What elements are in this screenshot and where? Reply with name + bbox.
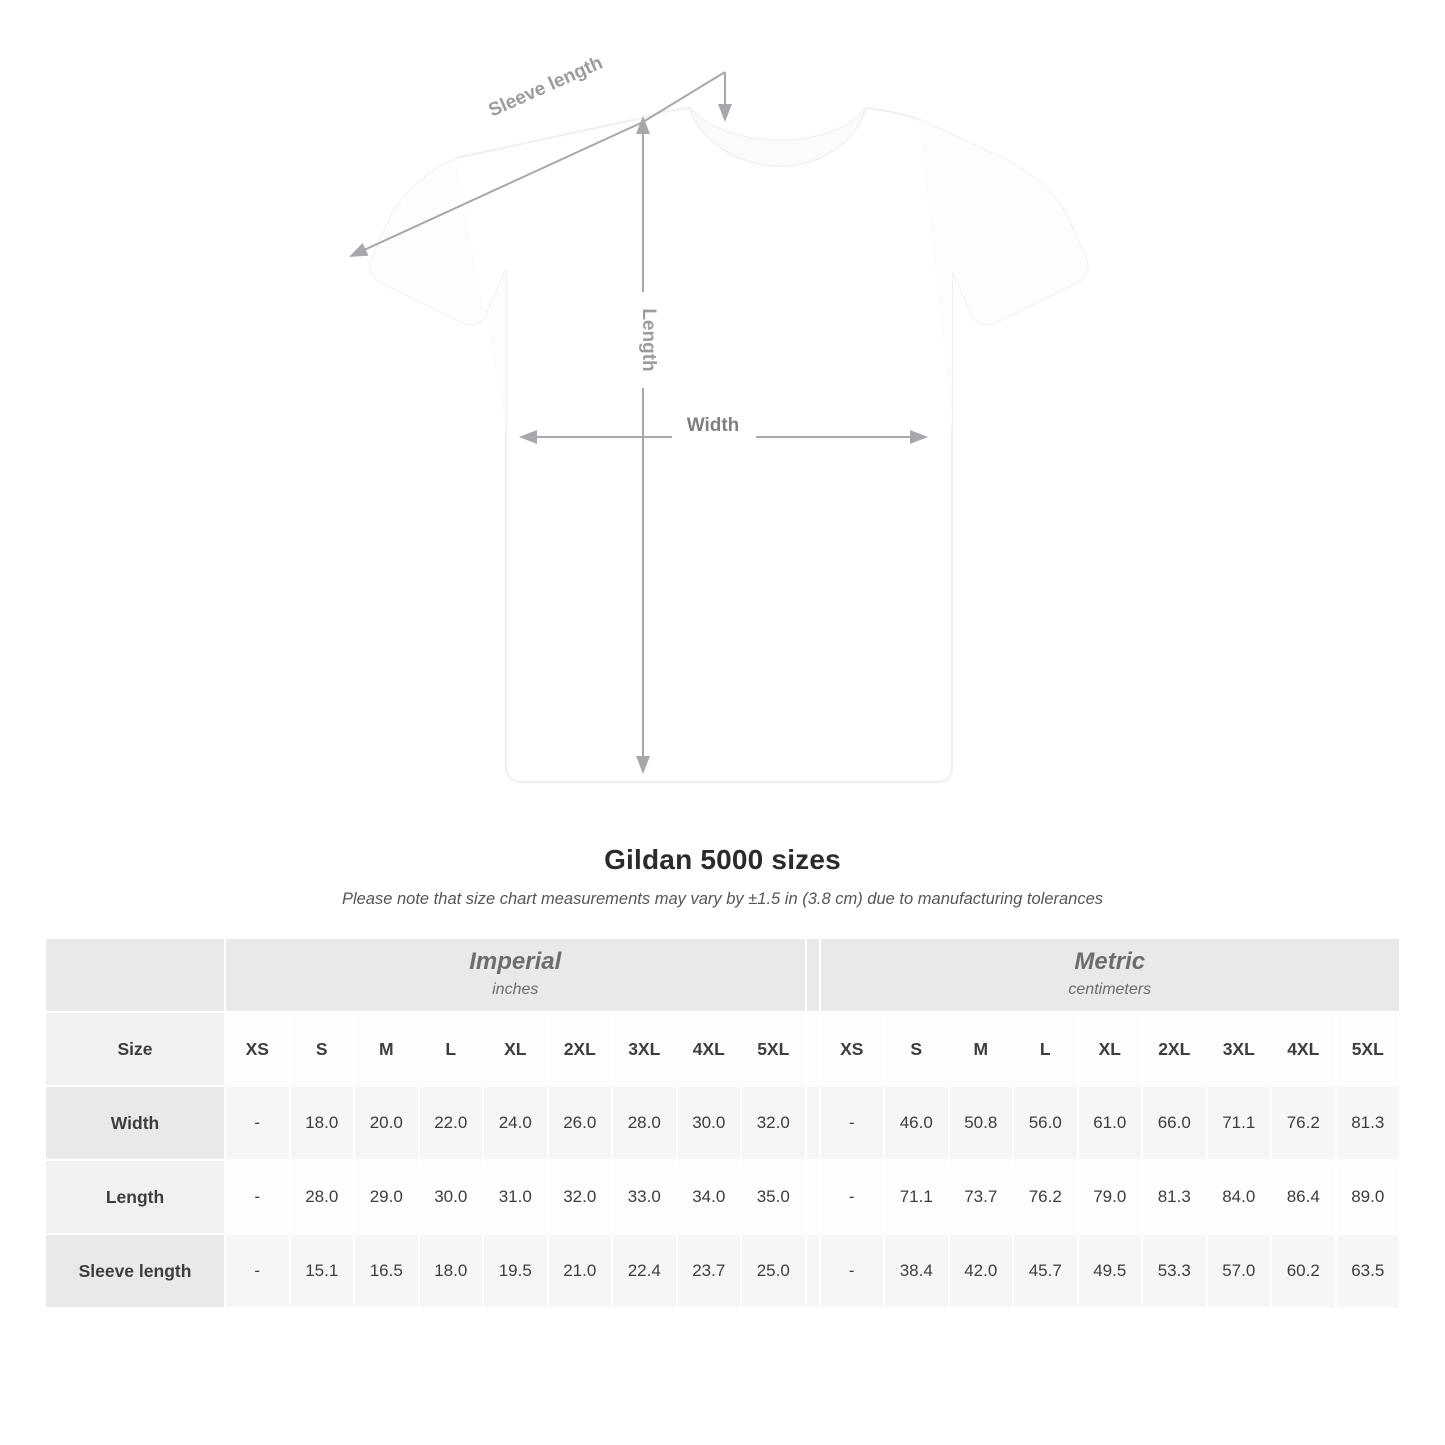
size-header-imperial-m: M: [354, 1012, 419, 1086]
cell-width-imperial-m: 20.0: [354, 1086, 419, 1160]
cell-sleeve-imperial-s: 15.1: [290, 1234, 355, 1308]
cell-width-metric-2xl: 66.0: [1142, 1086, 1207, 1160]
unit-header-row: [45, 938, 1400, 1012]
cell-width-metric-xl: 61.0: [1078, 1086, 1143, 1160]
cell-length-metric-xs: -: [820, 1160, 885, 1234]
unit-sub-metric: centimeters: [1068, 981, 1152, 999]
page-title: Gildan 5000 sizes: [604, 844, 841, 875]
size-header-row: [45, 1012, 1400, 1086]
cell-sleeve-metric-3xl: 57.0: [1207, 1234, 1272, 1308]
size-header-imperial-2xl: 2XL: [548, 1012, 613, 1086]
cell-width-imperial-4xl: 30.0: [677, 1086, 742, 1160]
size-header-gap: [806, 1012, 820, 1086]
tolerance-note: Please note that size chart measurements may vary by ±1.5 in (3.8 cm) due to manufacturing tolerances: [341, 890, 1104, 908]
row-gap-sleeve: [806, 1234, 820, 1308]
cell-length-metric-s: 71.1: [884, 1160, 949, 1234]
cell-width-metric-5xl: 81.3: [1336, 1086, 1401, 1160]
cell-length-imperial-5xl: 35.0: [741, 1160, 806, 1234]
cell-sleeve-metric-xl: 49.5: [1078, 1234, 1143, 1308]
cell-width-metric-4xl: 76.2: [1271, 1086, 1336, 1160]
cell-width-metric-s: 46.0: [884, 1086, 949, 1160]
unit-name-metric: Metric: [1074, 948, 1146, 976]
cell-sleeve-metric-l: 45.7: [1013, 1234, 1078, 1308]
cell-width-imperial-5xl: 32.0: [741, 1086, 806, 1160]
size-header-metric-5xl: 5XL: [1336, 1012, 1401, 1086]
cell-length-imperial-xs: -: [225, 1160, 290, 1234]
cell-length-metric-4xl: 86.4: [1271, 1160, 1336, 1234]
cell-length-metric-l: 76.2: [1013, 1160, 1078, 1234]
size-header-imperial-4xl: 4XL: [677, 1012, 742, 1086]
cell-sleeve-imperial-5xl: 25.0: [741, 1234, 806, 1308]
unit-header-metric: [820, 938, 1401, 1012]
size-chart-table: [44, 937, 1401, 1309]
row-label-length: Length: [45, 1160, 225, 1234]
size-chart-table-wrapper: [0, 937, 1445, 1309]
unit-header-imperial: [225, 938, 806, 1012]
cell-width-metric-l: 56.0: [1013, 1086, 1078, 1160]
cell-length-imperial-l: 30.0: [419, 1160, 484, 1234]
size-header-metric-xs: XS: [820, 1012, 885, 1086]
cell-length-metric-m: 73.7: [949, 1160, 1014, 1234]
cell-length-imperial-2xl: 32.0: [548, 1160, 613, 1234]
size-header-metric-l: L: [1013, 1012, 1078, 1086]
size-header-metric-2xl: 2XL: [1142, 1012, 1207, 1086]
size-header-metric-3xl: 3XL: [1207, 1012, 1272, 1086]
cell-length-metric-3xl: 84.0: [1207, 1160, 1272, 1234]
cell-length-imperial-m: 29.0: [354, 1160, 419, 1234]
row-gap-length: [806, 1160, 820, 1234]
cell-sleeve-metric-4xl: 60.2: [1271, 1234, 1336, 1308]
table-row: [45, 1086, 1400, 1160]
length-label: Length: [638, 308, 659, 372]
size-header-imperial-l: L: [419, 1012, 484, 1086]
unit-header-gap: [806, 938, 820, 1012]
cell-width-imperial-2xl: 26.0: [548, 1086, 613, 1160]
sleeve-length-label: Sleeve length: [485, 52, 606, 122]
cell-sleeve-imperial-xl: 19.5: [483, 1234, 548, 1308]
cell-length-imperial-s: 28.0: [290, 1160, 355, 1234]
cell-sleeve-metric-2xl: 53.3: [1142, 1234, 1207, 1308]
size-header-label: Size: [45, 1012, 225, 1086]
cell-sleeve-metric-xs: -: [820, 1234, 885, 1308]
cell-width-imperial-s: 18.0: [290, 1086, 355, 1160]
cell-length-metric-xl: 79.0: [1078, 1160, 1143, 1234]
width-label: Width: [686, 415, 740, 436]
tshirt-shape: [370, 108, 1087, 782]
cell-sleeve-imperial-3xl: 22.4: [612, 1234, 677, 1308]
unit-name-imperial: Imperial: [469, 948, 562, 976]
cell-sleeve-metric-m: 42.0: [949, 1234, 1014, 1308]
size-header-imperial-xs: XS: [225, 1012, 290, 1086]
row-label-sleeve-length: Sleeve length: [45, 1234, 225, 1308]
cell-width-imperial-xl: 24.0: [483, 1086, 548, 1160]
size-header-metric-4xl: 4XL: [1271, 1012, 1336, 1086]
cell-sleeve-imperial-xs: -: [225, 1234, 290, 1308]
cell-sleeve-imperial-2xl: 21.0: [548, 1234, 613, 1308]
cell-width-imperial-3xl: 28.0: [612, 1086, 677, 1160]
row-gap-width: [806, 1086, 820, 1160]
table-row: [45, 1234, 1400, 1308]
cell-width-imperial-xs: -: [225, 1086, 290, 1160]
row-label-width: Width: [45, 1086, 225, 1160]
cell-width-imperial-l: 22.0: [419, 1086, 484, 1160]
cell-sleeve-metric-5xl: 63.5: [1336, 1234, 1401, 1308]
size-header-imperial-3xl: 3XL: [612, 1012, 677, 1086]
size-header-imperial-s: S: [290, 1012, 355, 1086]
size-header-metric-m: M: [949, 1012, 1014, 1086]
cell-length-metric-5xl: 89.0: [1336, 1160, 1401, 1234]
size-header-metric-s: S: [884, 1012, 949, 1086]
unit-header-corner: [45, 938, 225, 1012]
size-header-imperial-5xl: 5XL: [741, 1012, 806, 1086]
cell-width-metric-m: 50.8: [949, 1086, 1014, 1160]
cell-width-metric-3xl: 71.1: [1207, 1086, 1272, 1160]
cell-sleeve-metric-s: 38.4: [884, 1234, 949, 1308]
cell-sleeve-imperial-l: 18.0: [419, 1234, 484, 1308]
cell-sleeve-imperial-4xl: 23.7: [677, 1234, 742, 1308]
unit-sub-imperial: inches: [492, 981, 539, 999]
size-header-imperial-xl: XL: [483, 1012, 548, 1086]
cell-sleeve-imperial-m: 16.5: [354, 1234, 419, 1308]
cell-length-imperial-4xl: 34.0: [677, 1160, 742, 1234]
cell-length-imperial-xl: 31.0: [483, 1160, 548, 1234]
cell-length-imperial-3xl: 33.0: [612, 1160, 677, 1234]
cell-width-metric-xs: -: [820, 1086, 885, 1160]
size-header-metric-xl: XL: [1078, 1012, 1143, 1086]
cell-length-metric-2xl: 81.3: [1142, 1160, 1207, 1234]
table-row: [45, 1160, 1400, 1234]
